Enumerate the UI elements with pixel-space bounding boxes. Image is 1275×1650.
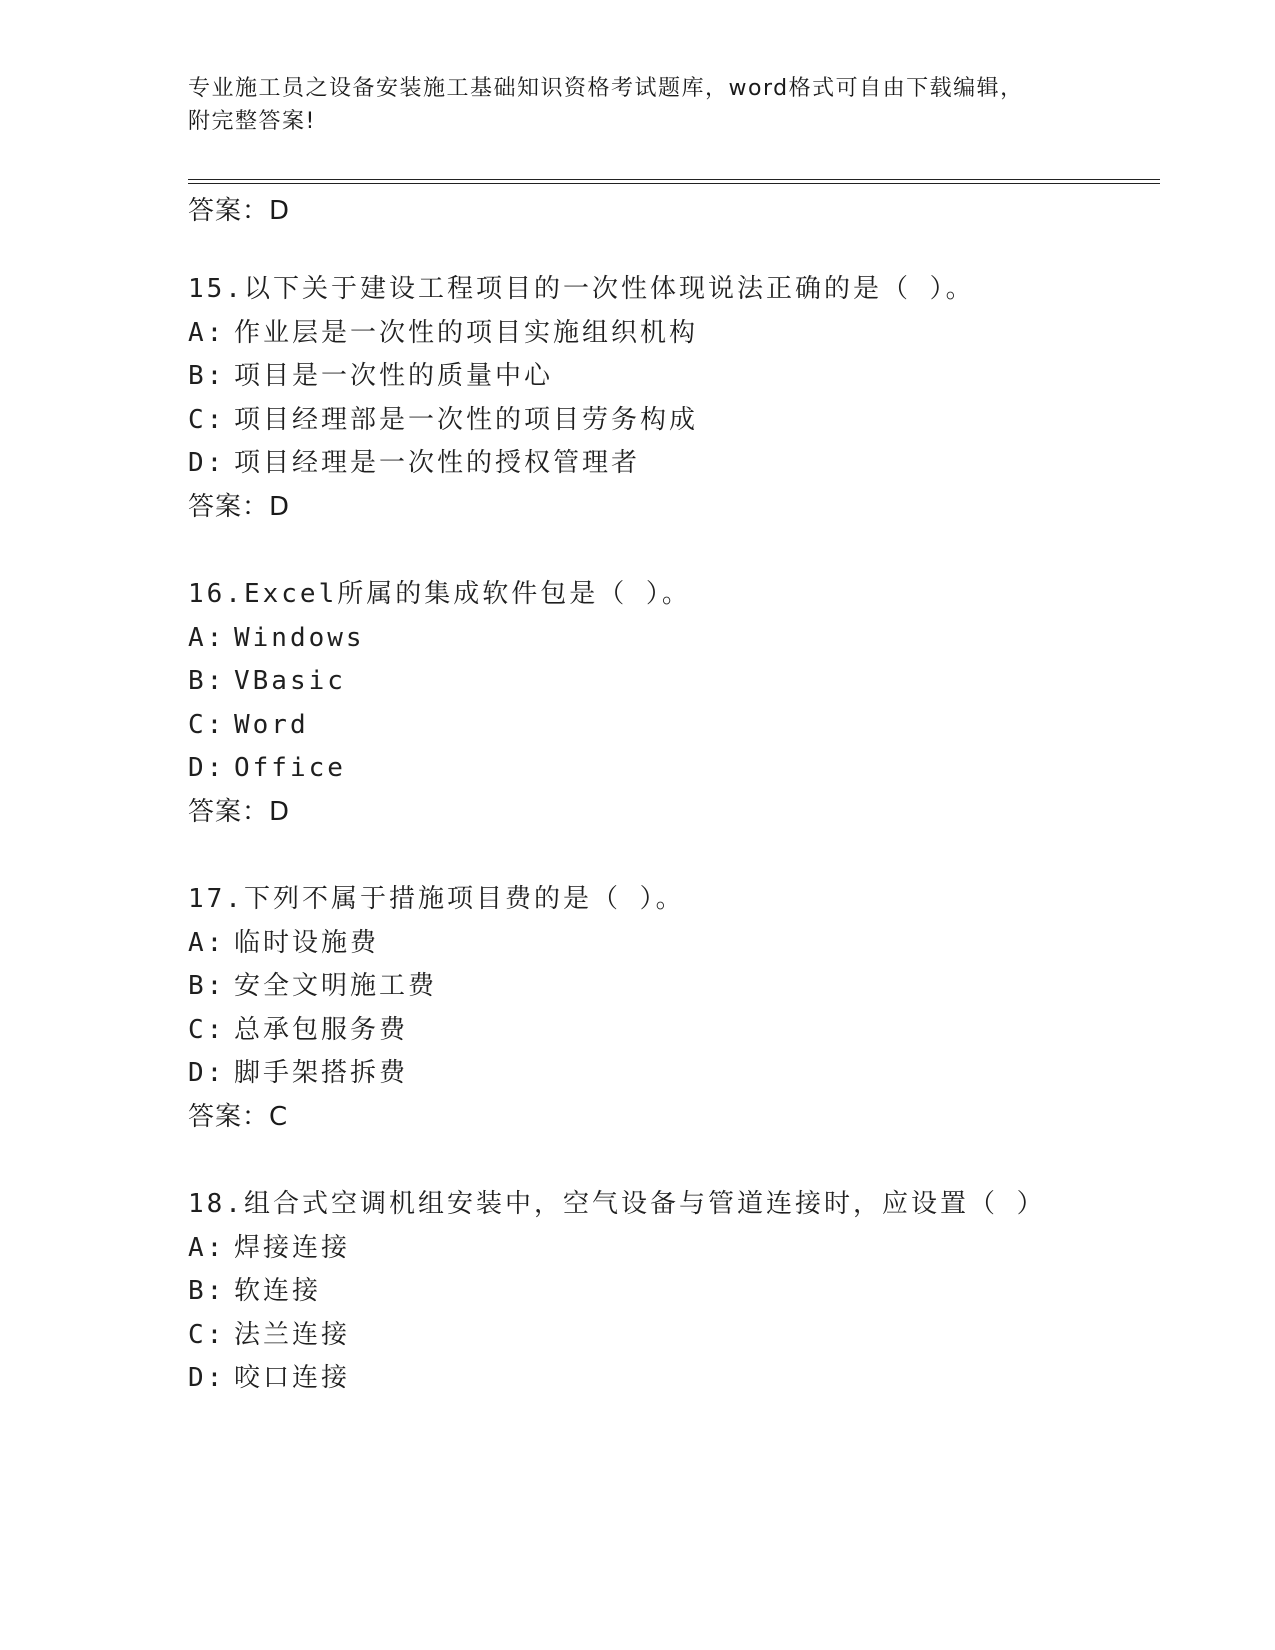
option-d <box>188 1361 350 1395</box>
option-text: 项目经理是一次性的授权管理者 <box>234 448 641 478</box>
option-key: B: <box>188 361 226 391</box>
header-line-2: 附完整答案! <box>188 109 316 134</box>
option-key: A: <box>188 1233 226 1263</box>
option-d <box>188 446 640 480</box>
option-c <box>188 708 309 742</box>
option-key: D: <box>188 753 226 783</box>
option-key: B: <box>188 1276 226 1306</box>
option-key: D: <box>188 448 226 478</box>
question-stem: 17.下列不属于措施项目费的是（ ）。 <box>188 884 685 914</box>
option-text: Office <box>234 753 346 783</box>
answer-line: 答案：D <box>188 492 291 522</box>
option-d <box>188 751 346 785</box>
question-stem: 16.Excel所属的集成软件包是（ ）。 <box>188 579 691 609</box>
option-key: B: <box>188 971 226 1001</box>
option-text: 焊接连接 <box>234 1233 351 1263</box>
option-a <box>188 1231 350 1265</box>
option-key: A: <box>188 928 226 958</box>
option-text: Windows <box>234 623 365 653</box>
option-text: 安全文明施工费 <box>234 971 438 1001</box>
option-b <box>188 359 553 393</box>
option-b <box>188 1274 321 1308</box>
page-header <box>188 72 1068 138</box>
question-stem: 18.组合式空调机组安装中，空气设备与管道连接时，应设置（ ） <box>188 1189 1046 1219</box>
header-line-1: 专业施工员之设备安装施工基础知识资格考试题库，word格式可自由下载编辑， <box>188 76 1024 101</box>
option-text: Word <box>234 710 309 740</box>
option-text: 法兰连接 <box>234 1320 351 1350</box>
option-a <box>188 316 698 350</box>
option-c <box>188 1318 350 1352</box>
option-key: A: <box>188 318 226 348</box>
option-key: C: <box>188 1320 226 1350</box>
option-text: 项目经理部是一次性的项目劳务构成 <box>234 405 699 435</box>
option-text: 总承包服务费 <box>234 1015 409 1045</box>
option-d <box>188 1056 408 1090</box>
option-text: 作业层是一次性的项目实施组织机构 <box>234 318 699 348</box>
option-key: A: <box>188 623 226 653</box>
answer-line: 答案：D <box>188 196 291 226</box>
option-c <box>188 1013 408 1047</box>
question-stem: 15.以下关于建设工程项目的一次性体现说法正确的是（ ）。 <box>188 274 975 304</box>
option-text: 项目是一次性的质量中心 <box>234 361 554 391</box>
option-text: 软连接 <box>234 1276 322 1306</box>
option-key: D: <box>188 1363 226 1393</box>
option-key: C: <box>188 710 226 740</box>
option-text: 脚手架搭拆费 <box>234 1058 409 1088</box>
header-divider <box>188 179 1160 184</box>
option-key: B: <box>188 666 226 696</box>
option-key: D: <box>188 1058 226 1088</box>
option-key: C: <box>188 405 226 435</box>
answer-line: 答案：D <box>188 797 291 827</box>
option-b <box>188 969 437 1003</box>
option-text: 临时设施费 <box>234 928 380 958</box>
option-a <box>188 926 379 960</box>
option-b <box>188 664 346 698</box>
option-a <box>188 621 365 655</box>
option-key: C: <box>188 1015 226 1045</box>
answer-line: 答案：C <box>188 1102 289 1132</box>
option-c <box>188 403 698 437</box>
option-text: VBasic <box>234 666 346 696</box>
option-text: 咬口连接 <box>234 1363 351 1393</box>
